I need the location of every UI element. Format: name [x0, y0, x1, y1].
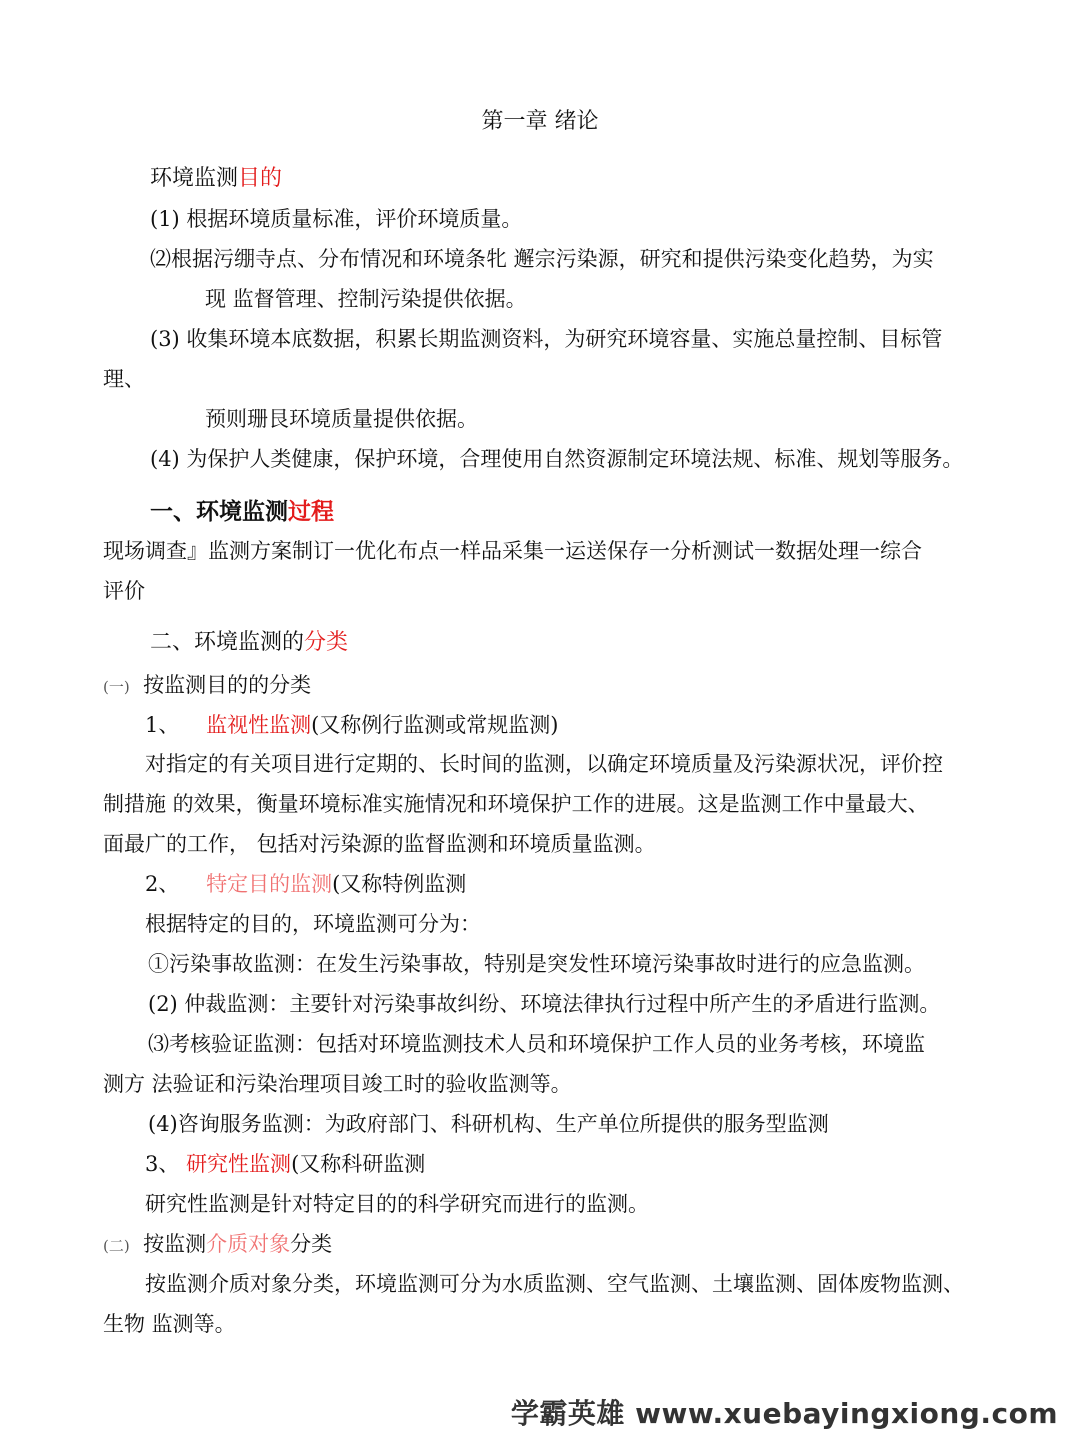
process-line-2: 评价 — [103, 579, 145, 603]
page-title: 第一章 绪论 — [481, 109, 599, 134]
classification-heading — [150, 628, 348, 658]
classification-heading-highlight: 分类 — [304, 630, 349, 655]
category-2-title: 特定目的监测 — [206, 872, 333, 896]
purpose-heading-prefix: 环境监测 — [150, 166, 239, 191]
category-1-title: 监视性监测 — [206, 713, 312, 737]
subsection-2-suffix: 分类 — [290, 1232, 333, 1256]
category-3-number: 3、 — [145, 1152, 180, 1176]
category-3-title: 研究性监测 — [186, 1152, 292, 1176]
process-line-1: 现场调查』监测方案制订一优化布点一样品采集一运送保存一分析测试一数据处理一综合 — [103, 539, 922, 563]
category-2-intro: 根据特定的目的，环境监测可分为： — [145, 912, 481, 936]
category-2-item-4: (4)咨询服务监测：为政府部门、科研机构、生产单位所提供的服务型监测 — [148, 1112, 829, 1136]
purpose-item-3-line-1: (3) 收集环境本底数据，积累长期监测资料，为研究环境容量、实施总量控制、目标管 — [150, 327, 943, 351]
category-1-number: 1、 — [145, 713, 180, 737]
category-3-note: (又称科研监测 — [291, 1152, 426, 1176]
purpose-heading — [150, 164, 282, 194]
category-2-item-2: (2) 仲裁监测：主要针对污染事故纠纷、环境法律执行过程中所产生的矛盾进行监测。 — [148, 992, 941, 1016]
category-1-line-1: 对指定的有关项目进行定期的、长时间的监测，以确定环境质量及污染源状况，评价控 — [145, 752, 943, 776]
category-2-item-3-line-1: ⑶考核验证监测：包括对环境监测技术人员和环境保护工作人员的业务考核，环境监 — [148, 1032, 925, 1056]
subsection-2-highlight: 介质对象 — [206, 1232, 291, 1256]
category-2-number: 2、 — [145, 872, 180, 896]
purpose-item-2-line-1: ⑵根据污绷寺点、分布情况和环境条牝 邂宗污染源，研究和提供污染变化趋势，为实 — [150, 247, 934, 271]
purpose-item-3-line-3: 预则珊艮环境质量提供依据。 — [205, 407, 478, 431]
classification-heading-prefix: 二、环境监测的 — [150, 630, 305, 655]
subsection-1 — [103, 670, 311, 702]
subsection-2-prefix: 按监测 — [143, 1232, 207, 1256]
subsection-1-marker: (一) — [103, 678, 130, 696]
category-2-heading — [145, 869, 466, 899]
process-heading-highlight: 过程 — [288, 498, 334, 525]
category-2-item-3-line-2: 测方 法验证和污染治理项目竣工时的验收监测等。 — [103, 1072, 572, 1096]
category-2-item-1: ①污染事故监测：在发生污染事故，特别是突发性环境污染事故时进行的应急监测。 — [148, 952, 925, 976]
category-3-heading — [145, 1149, 425, 1179]
purpose-heading-highlight: 目的 — [238, 166, 283, 191]
category-1-line-3: 面最广的工作， 包括对污染源的监督监测和环境质量监测。 — [103, 832, 656, 856]
purpose-item-3-line-2: 理、 — [103, 367, 145, 391]
subsection-1-title: 按监测目的的分类 — [143, 673, 312, 697]
purpose-item-4: (4) 为保护人类健康，保护环境，合理使用自然资源制定环境法规、标准、规划等服务。 — [150, 447, 964, 471]
category-3-line-1: 研究性监测是针对特定目的的科学研究而进行的监测。 — [145, 1192, 649, 1216]
category-1-heading — [145, 710, 558, 740]
category-2-note: (又称特例监测 — [332, 872, 467, 896]
process-heading — [150, 497, 334, 527]
subsection-2 — [103, 1229, 332, 1261]
process-heading-prefix: 一、环境监测 — [150, 498, 288, 525]
subsection-2-marker: (二) — [103, 1237, 130, 1255]
subsection-2-line-1: 按监测介质对象分类，环境监测可分为水质监测、空气监测、土壤监测、固体废物监测、 — [145, 1272, 964, 1296]
category-1-note: (又称例行监测或常规监测) — [311, 713, 559, 737]
subsection-2-line-2: 生物 监测等。 — [103, 1312, 236, 1336]
purpose-item-1: (1) 根据环境质量标准，评价环境质量。 — [150, 207, 523, 231]
purpose-item-2-line-2: 现 监督管理、控制污染提供依据。 — [205, 287, 527, 311]
category-1-line-2: 制措施 的效果，衡量环境标准实施情况和环境保护工作的进展。这是监测工作中量最大、 — [103, 792, 929, 816]
watermark: 学霸英雄 www.xuebayingxiong.com — [510, 1397, 1058, 1430]
